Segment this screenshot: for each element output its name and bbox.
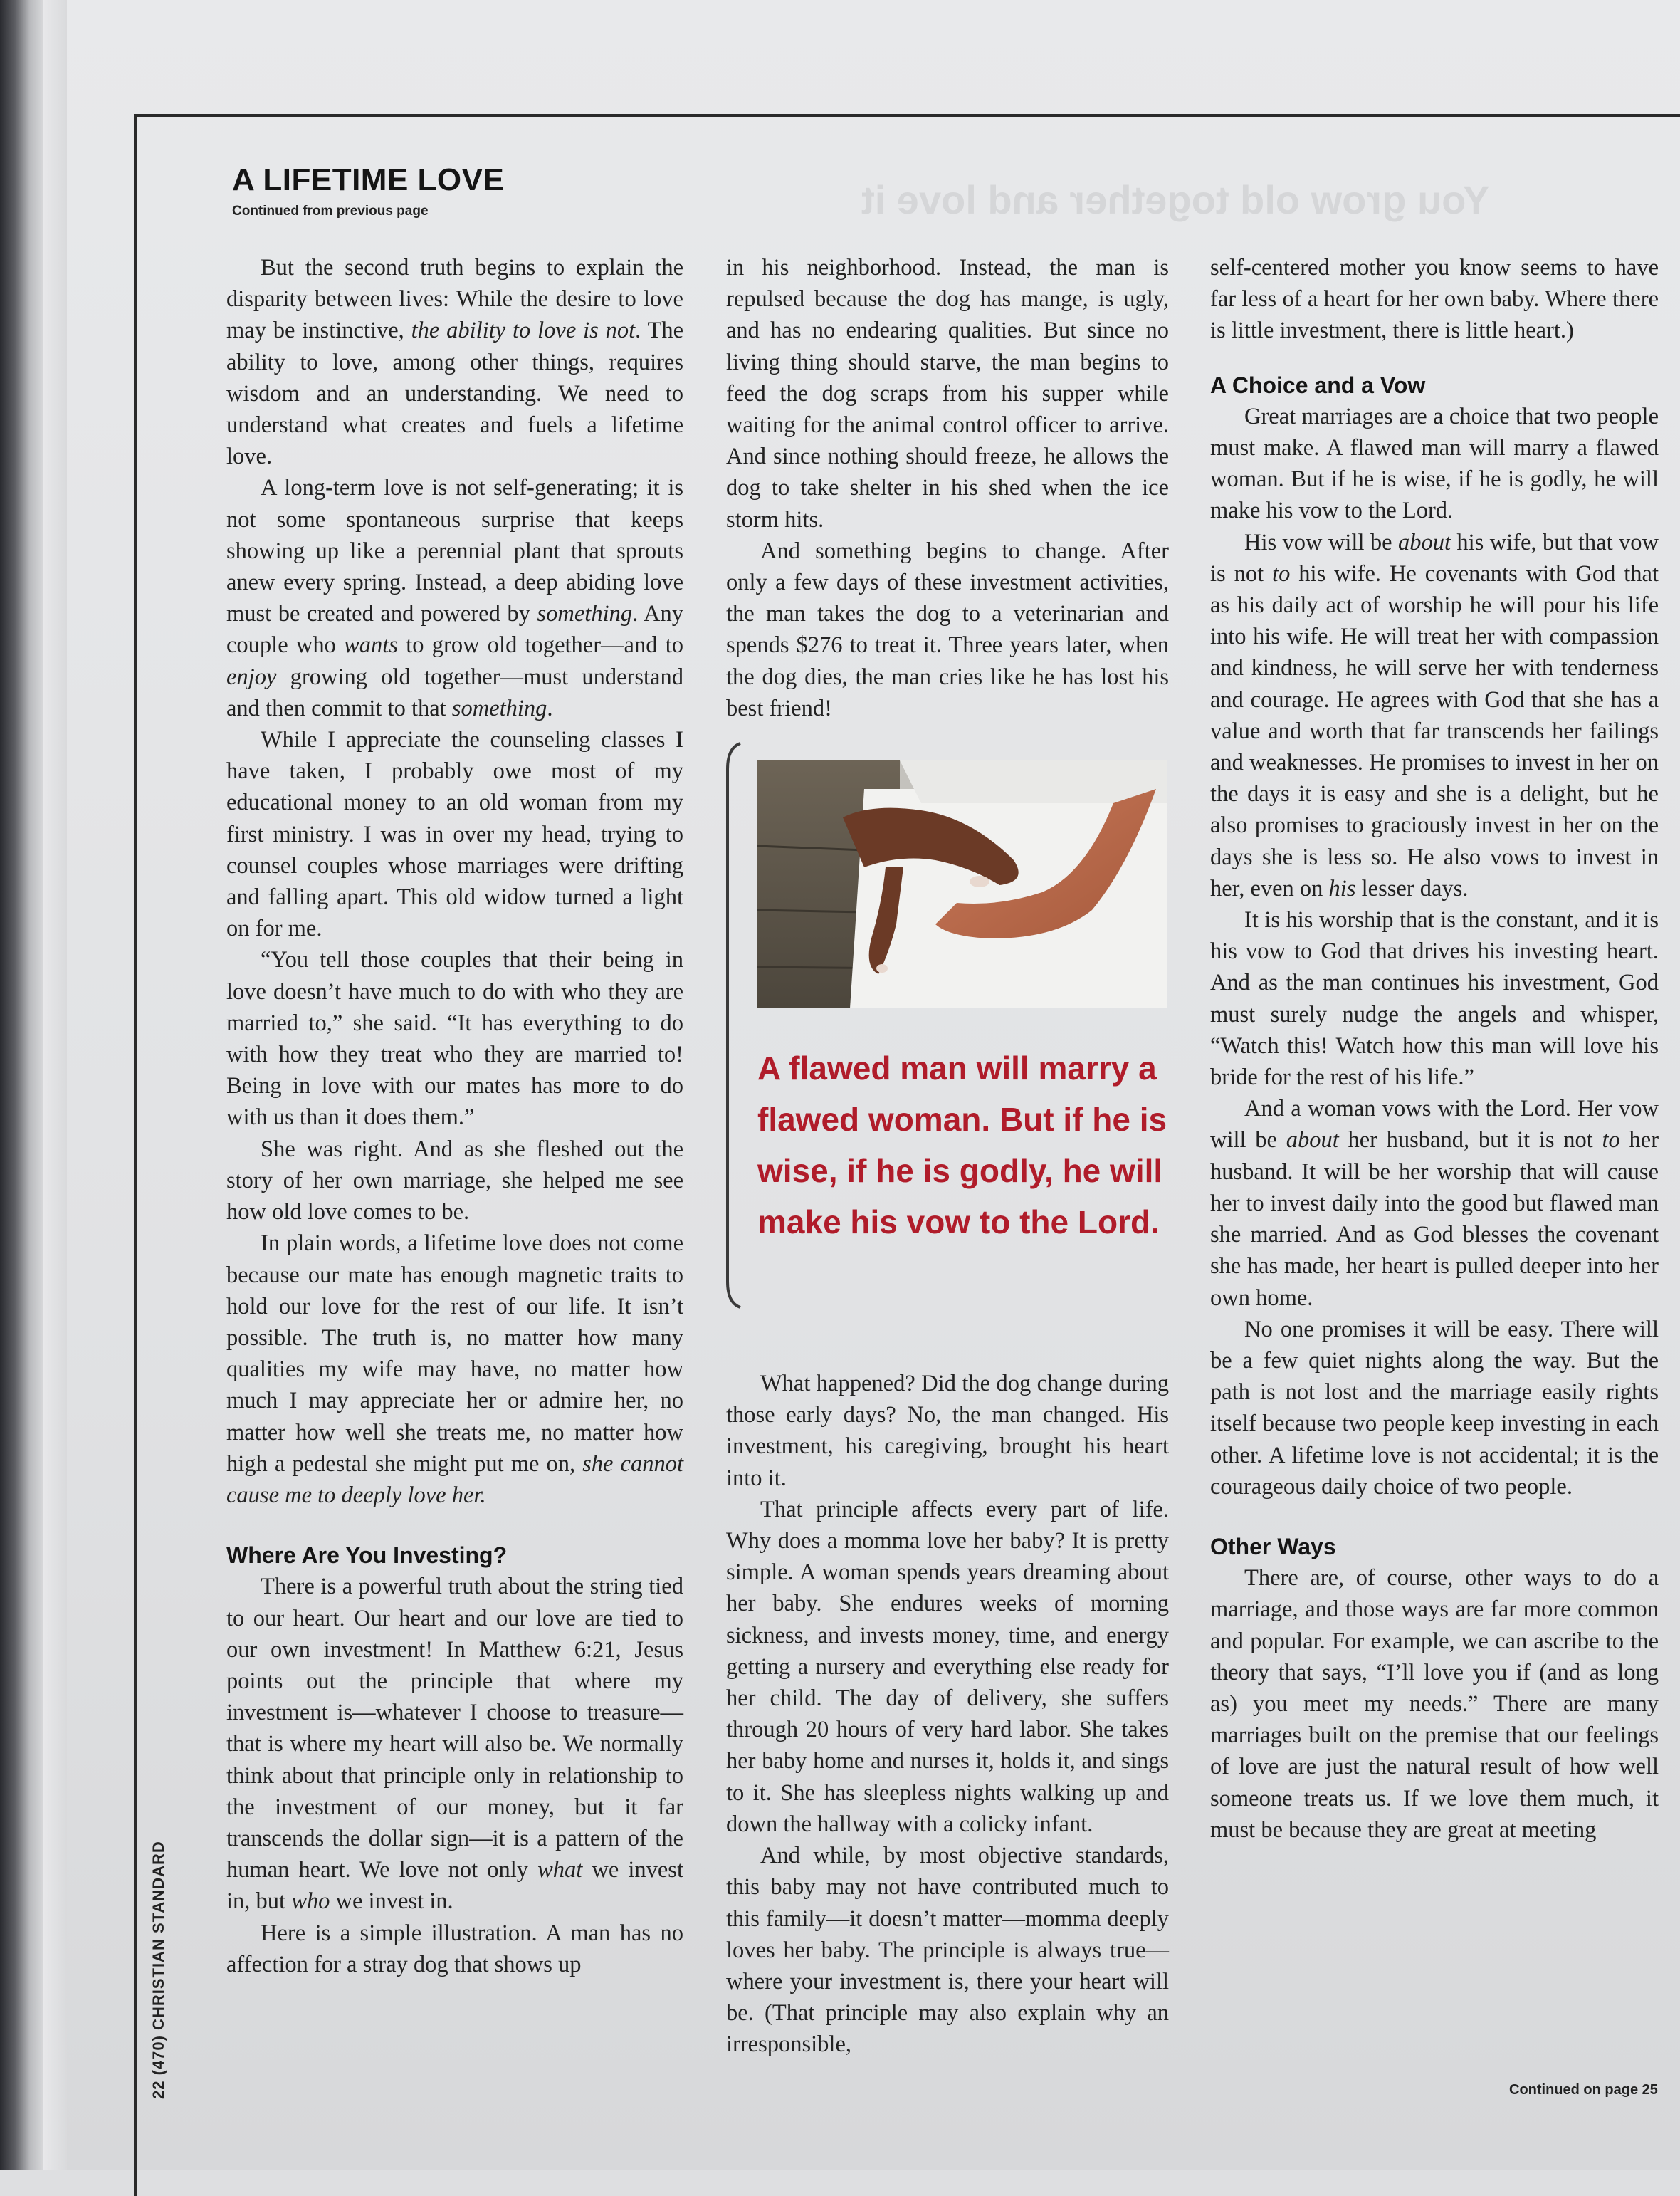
paragraph: A long-term love is not self-generating; it is not some spontaneous surprise that keeps showing up like a perennial plant that sprouts anew every spring. Instead, a deep abiding love must be created and powered by something. Any couple who wants to grow old together—and to enjoy growing old together—must understand and then commit to that something. — [226, 475, 683, 721]
column-1 — [226, 252, 683, 1980]
show-through-text: You grow old together and love it — [861, 177, 1490, 222]
paragraph: Great marriages are a choice that two people must make. A flawed man will marry a flawed woman. But if he is wise, if he is godly, he will make his vow to the Lord. — [1210, 403, 1659, 524]
paragraph: No one promises it will be easy. There will be a few quiet nights along the way. But the path is not lost and the marriage easily rights itself because two people keep investing in each other. A lifetime love is not accidental; it is the courageous daily choice of two people. — [1210, 1316, 1659, 1500]
paragraph: It is his worship that is the constant, and it is his vow to God that drives his investing heart. And as the man continues his investment, God must surely nudge the angels and whisper, “Watch this! Watch how this man will love his bride for the rest of his life.” — [1210, 907, 1659, 1091]
paragraph: While I appreciate the counseling classes I have taken, I probably owe most of my educational money to an old woman from my first ministry. I was in over my head, trying to counsel couples whose marriages were drifting and falling apart. This old widow turned a light on for me. — [226, 727, 683, 942]
paragraph: There is a powerful truth about the string tied to our heart. Our heart and our love are tied to our own investment! In Matthew 6:21, Jesus points out the principle that where my investment is—whatever I choose to treasure—that is where my heart will also be. We normally think about that principle only in relationship to the investment of our money, but it far transcends the dollar sign—it is a pattern of the human heart. We love not only what we invest in, but who we invest in. — [226, 1574, 683, 1915]
paragraph: In plain words, a lifetime love does not come because our mate has enough magnetic traits to hold our love for the rest of our life. It isn’t possible. The truth is, no matter how many qualities my wife may have, no matter how much I may appreciate her or admire her, no matter how well she treats me, no matter how high a pedestal she might put me on, she cannot cause me to deeply love her. — [226, 1230, 683, 1508]
paragraph: She was right. And as she fleshed out the story of her own marriage, she helped me see how old love comes to be. — [226, 1136, 683, 1225]
paragraph: What happened? Did the dog change during those early days? No, the man changed. His investment, his caregiving, brought his heart into it. — [726, 1371, 1169, 1491]
section-heading: Other Ways — [1210, 1533, 1336, 1559]
continued-from-note: Continued from previous page — [232, 204, 429, 219]
paragraph: And something begins to change. After only a few days of these investment activities, the man takes the dog to a veterinarian and spends $276 to treat it. Three years later, when the dog dies, the man cries like he has lost his best friend! — [726, 538, 1169, 721]
pull-quote: A flawed man will marry a flawed woman. But if he is wise, if he is godly, he will make his vow to the Lord. — [757, 1050, 1167, 1240]
paragraph: There are, of course, other ways to do a marriage, and those ways are far more common and popular. For example, we can ascribe to the theory that says, “I’ll love you if (and as long as) you meet my needs.” There are many marriages built on the premise that our feelings of love are just the natural result of how well someone treats us. If we love them much, it must be because they are great at meeting — [1210, 1565, 1659, 1843]
paragraph: “You tell those couples that their being in love doesn’t have much to do with who they are married to,” she said. “It has everything to do with how they treat who they are married to! Being in love with our mates has more to do with us than it does them.” — [226, 947, 683, 1131]
magazine-spine — [0, 0, 43, 2170]
paragraph: Here is a simple illustration. A man has no affection for a stray dog that shows up — [226, 1920, 683, 1977]
paragraph: in his neighborhood. Instead, the man is repulsed because the dog has mange, is ugly, and has no endearing qualities. But since no living thing should starve, the man begins to feed the dog scraps from his supper while waiting for the animal control officer to arrive. And since nothing should freeze, he allows the dog to take shelter in his shed when the ice storm hits. — [726, 255, 1169, 533]
paragraph: And while, by most objective standards, this baby may not have contributed much to this family—it doesn’t matter—momma deeply loves her baby. The principle is always true—where your investment is, there your heart will be. (That principle may also explain why an irresponsible, — [726, 1843, 1169, 2058]
column-3 — [1210, 252, 1659, 1846]
section-heading: A Choice and a Vow — [1210, 372, 1426, 398]
continued-on-note: Continued on page 25 — [1509, 2082, 1658, 2098]
section-heading: Where Are You Investing? — [226, 1542, 508, 1569]
hands-photo — [757, 760, 1167, 1008]
paragraph: self-centered mother you know seems to have far less of a heart for her own baby. Where there is little investment, there is little heart.) — [1210, 255, 1659, 344]
page-folio: 22 (470) CHRISTIAN STANDARD — [149, 1841, 167, 2099]
paragraph: And a woman vows with the Lord. Her vow will be about her husband, but it is not to her husband. It will be her worship that will cause her to invest daily into the good but flawed man she married. And as God blesses the covenant she has made, her heart is pulled deeper into her own home. — [1210, 1096, 1659, 1311]
page-gutter — [43, 0, 67, 2170]
paragraph: But the second truth begins to explain the disparity between lives: While the desire to love may be instinctive, the ability to love is not. The ability to love, among other things, requires wisdom and an understanding. We need to understand what creates and fuels a lifetime love. — [226, 255, 683, 470]
article-title: A LIFETIME LOVE — [232, 162, 505, 197]
paragraph: His vow will be about his wife, but that vow is not to his wife. He covenants with God that as his daily act of worship he will pour his life into his wife. He will treat her with compassion and kindness, he will serve her with tenderness and courage. He agrees with God that she has a value and worth that far transcends her failings and weaknesses. He promises to invest in her on the days it is easy and she is a delight, but he also promises to graciously invest in her on the days she is less so. He also vows to invest in her, even on his lesser days. — [1210, 529, 1659, 901]
pullquote-bracket — [723, 741, 745, 1310]
paragraph: That principle affects every part of life. Why does a momma love her baby? It is pretty simple. A woman spends years dreaming about her baby. She endures weeks of morning sickness, and invests money, time, and energy getting a nursery and everything else ready for her child. The day of delivery, she suffers through 20 hours of very hard labor. She takes her baby home and nurses it, holds it, and sings to it. She has sleepless nights walking up and down the hallway with a colicky infant. — [726, 1496, 1169, 1837]
